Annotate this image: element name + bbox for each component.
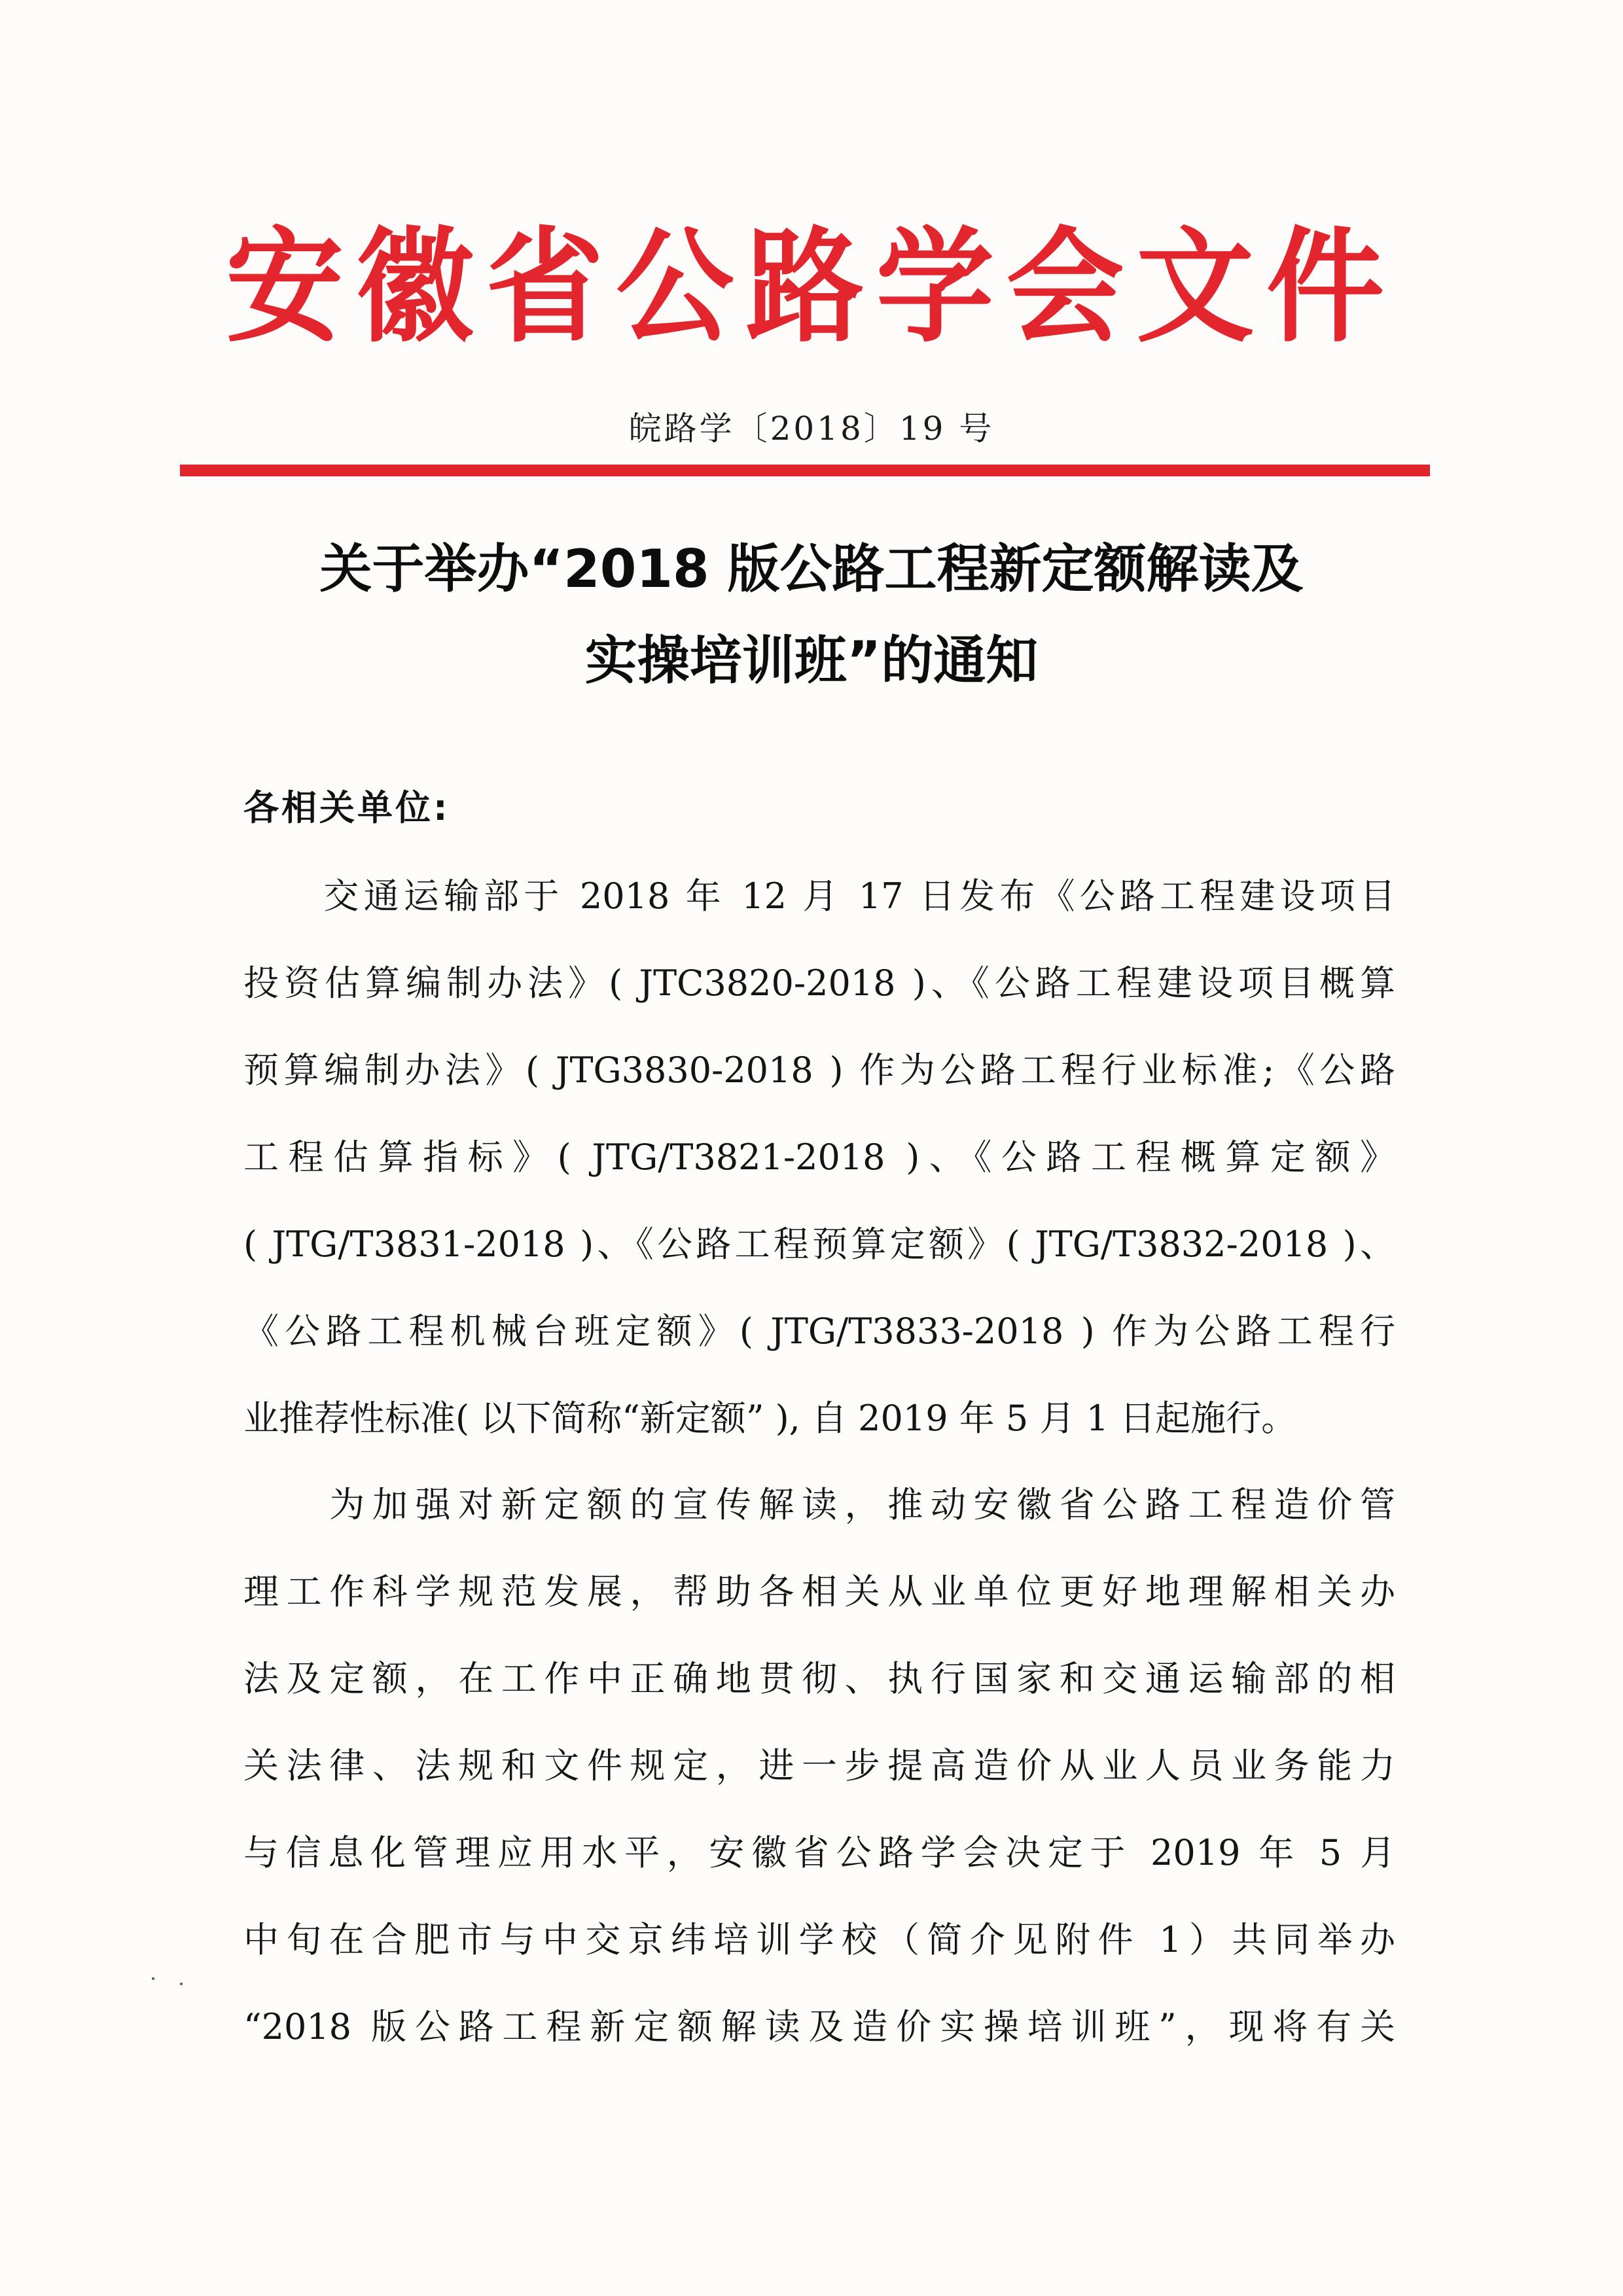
paragraph-line: 预算编制办法》( JTG3830-2018 ) 作为公路工程行业标准;《公路 (243, 1050, 1395, 1091)
paragraph-line: ( JTG/T3831-2018 )、《公路工程预算定额》( JTG/T3832-2018 )、 (243, 1224, 1395, 1265)
notice-title-line-2: 实操培训班”的通知 (584, 630, 1039, 691)
paragraph-line: 工程估算指标》( JTG/T3821-2018 )、《公路工程概算定额》 (243, 1137, 1395, 1178)
masthead-char: 徽 (355, 215, 474, 360)
paragraph-line: 中旬在合肥市与中交京纬培训学校（简介见附件 1）共同举办 (243, 1919, 1395, 1960)
paragraph-2 (243, 1461, 1395, 2070)
paragraph-1 (243, 853, 1395, 1462)
masthead-char: 省 (486, 215, 604, 360)
masthead-char: 路 (745, 215, 864, 360)
masthead-title (223, 216, 1387, 360)
paragraph-line: 关法律、法规和文件规定，进一步提高造价从业人员业务能力 (243, 1745, 1395, 1786)
paragraph-line: 与信息化管理应用水平，安徽省公路学会决定于 2019 年 5 月 (243, 1832, 1395, 1873)
scan-speck (180, 1983, 183, 1985)
masthead-char: 文 (1136, 215, 1255, 360)
paragraph-line: 业推荐性标准( 以下简称“新定额” ), 自 2019 年 5 月 1 日起施行。 (243, 1398, 1297, 1439)
red-divider-line (180, 465, 1430, 476)
paragraph-line: 法及定额，在工作中正确地贯彻、执行国家和交通运输部的相 (243, 1658, 1395, 1699)
paragraph-line: 为加强对新定额的宣传解读，推动安徽省公路工程造价管 (243, 1484, 1395, 1525)
masthead-char: 件 (1266, 215, 1384, 360)
masthead-char: 安 (225, 215, 344, 360)
notice-title (0, 523, 1623, 707)
scan-speck (152, 1977, 154, 1980)
paragraph-line: 理工作科学规范发展，帮助各相关从业单位更好地理解相关办 (243, 1571, 1395, 1612)
salutation: 各相关单位: (243, 787, 450, 828)
paragraph-line: 《公路工程机械台班定额》( JTG/T3833-2018 ) 作为公路工程行 (243, 1311, 1395, 1352)
paragraph-line: 交通运输部于 2018 年 12 月 17 日发布《公路工程建设项目 (243, 875, 1395, 917)
document-number: 皖路学〔2018〕19 号 (628, 410, 995, 448)
masthead-char: 学 (876, 215, 994, 360)
masthead-char: 公 (616, 215, 734, 360)
masthead-char: 会 (1006, 215, 1124, 360)
paragraph-line: 投资估算编制办法》( JTC3820-2018 )、《公路工程建设项目概算 (243, 963, 1395, 1004)
paragraph-line: “2018 版公路工程新定额解读及造价实操培训班”，现将有关 (243, 2006, 1395, 2047)
notice-title-line-1: 关于举办“2018 版公路工程新定额解读及 (319, 539, 1304, 599)
